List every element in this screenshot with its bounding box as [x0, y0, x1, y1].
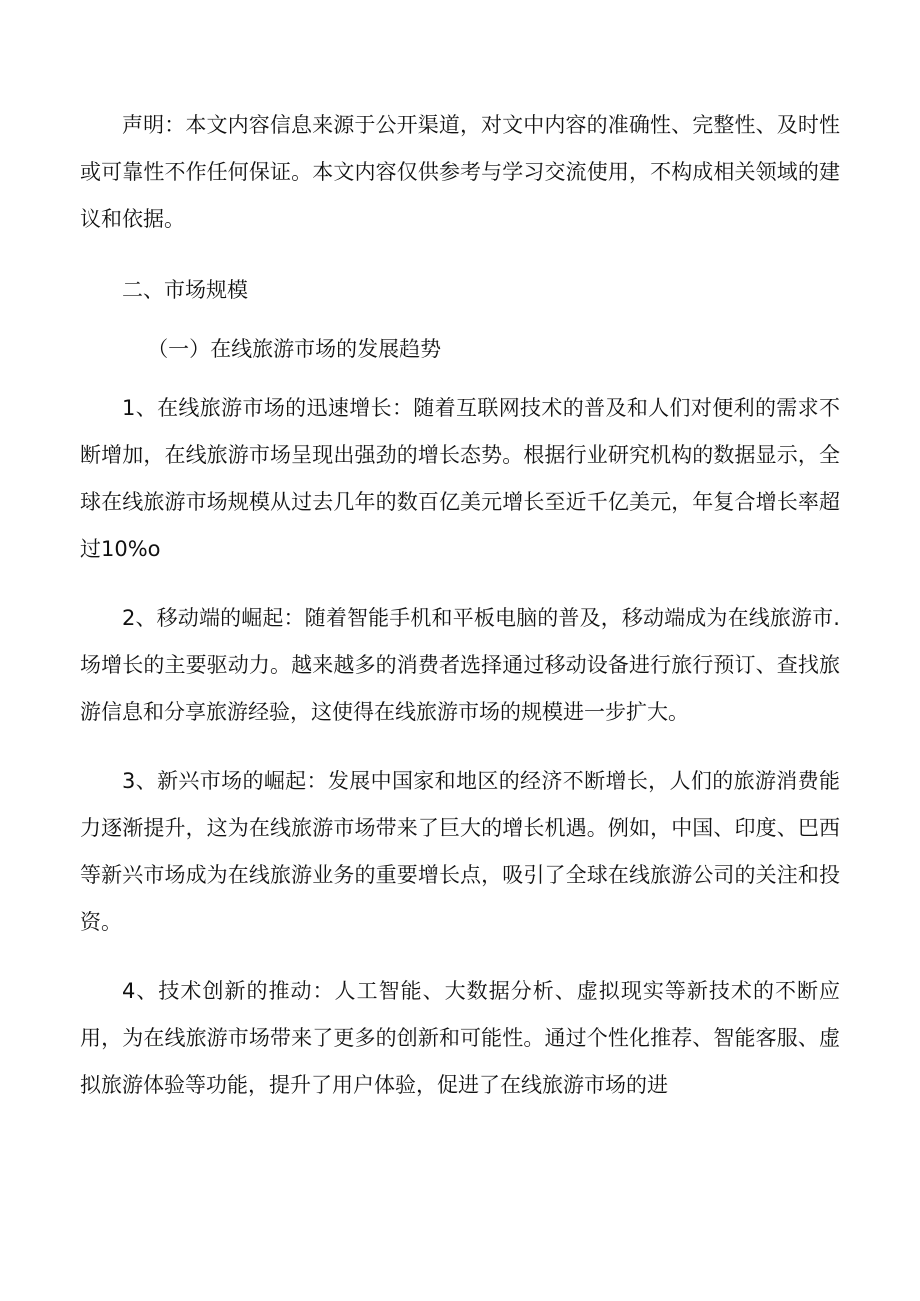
paragraph-3: 3、新兴市场的崛起：发展中国家和地区的经济不断增长，人们的旅游消费能力逐渐提升，这为在线旅游市场带来了巨大的增长机遇。例如，中国、印度、巴西等新兴市场成为在线旅游业务的重要增长点，吸引了全球在线旅游公司的关注和投资。	[80, 769, 840, 934]
disclaimer-paragraph: 声明：本文内容信息来源于公开渠道，对文中内容的准确性、完整性、及时性或可靠性不作任何保证。本文内容仅供参考与学习交流使用，不构成相关领域的建议和依据。	[80, 113, 840, 231]
section-title: 二、市场规模	[122, 278, 248, 302]
document-body	[80, 102, 840, 1131]
paragraph-4: 4、技术创新的推动：人工智能、大数据分析、虚拟现实等新技术的不断应用，为在线旅游市场带来了更多的创新和可能性。通过个性化推荐、智能客服、虚拟旅游体验等功能，提升了用户体验，促进了在线旅游市场的进	[80, 979, 840, 1097]
paragraph-2: 2、移动端的崛起：随着智能手机和平板电脑的普及，移动端成为在线旅游市.场增长的主要驱动力。越来越多的消费者选择通过移动设备进行旅行预订、查找旅游信息和分享旅游经验，这使得在线旅游市场的规模进一步扩大。	[80, 606, 840, 724]
paragraph-1: 1、在线旅游市场的迅速增长：随着互联网技术的普及和人们对便利的需求不断增加，在线旅游市场呈现出强劲的增长态势。根据行业研究机构的数据显示，全球在线旅游市场规模从过去几年的数百亿美元增长至近千亿美元，年复合增长率超过10%o	[80, 396, 840, 561]
subsection-title: （一）在线旅游市场的发展趋势	[147, 337, 442, 361]
